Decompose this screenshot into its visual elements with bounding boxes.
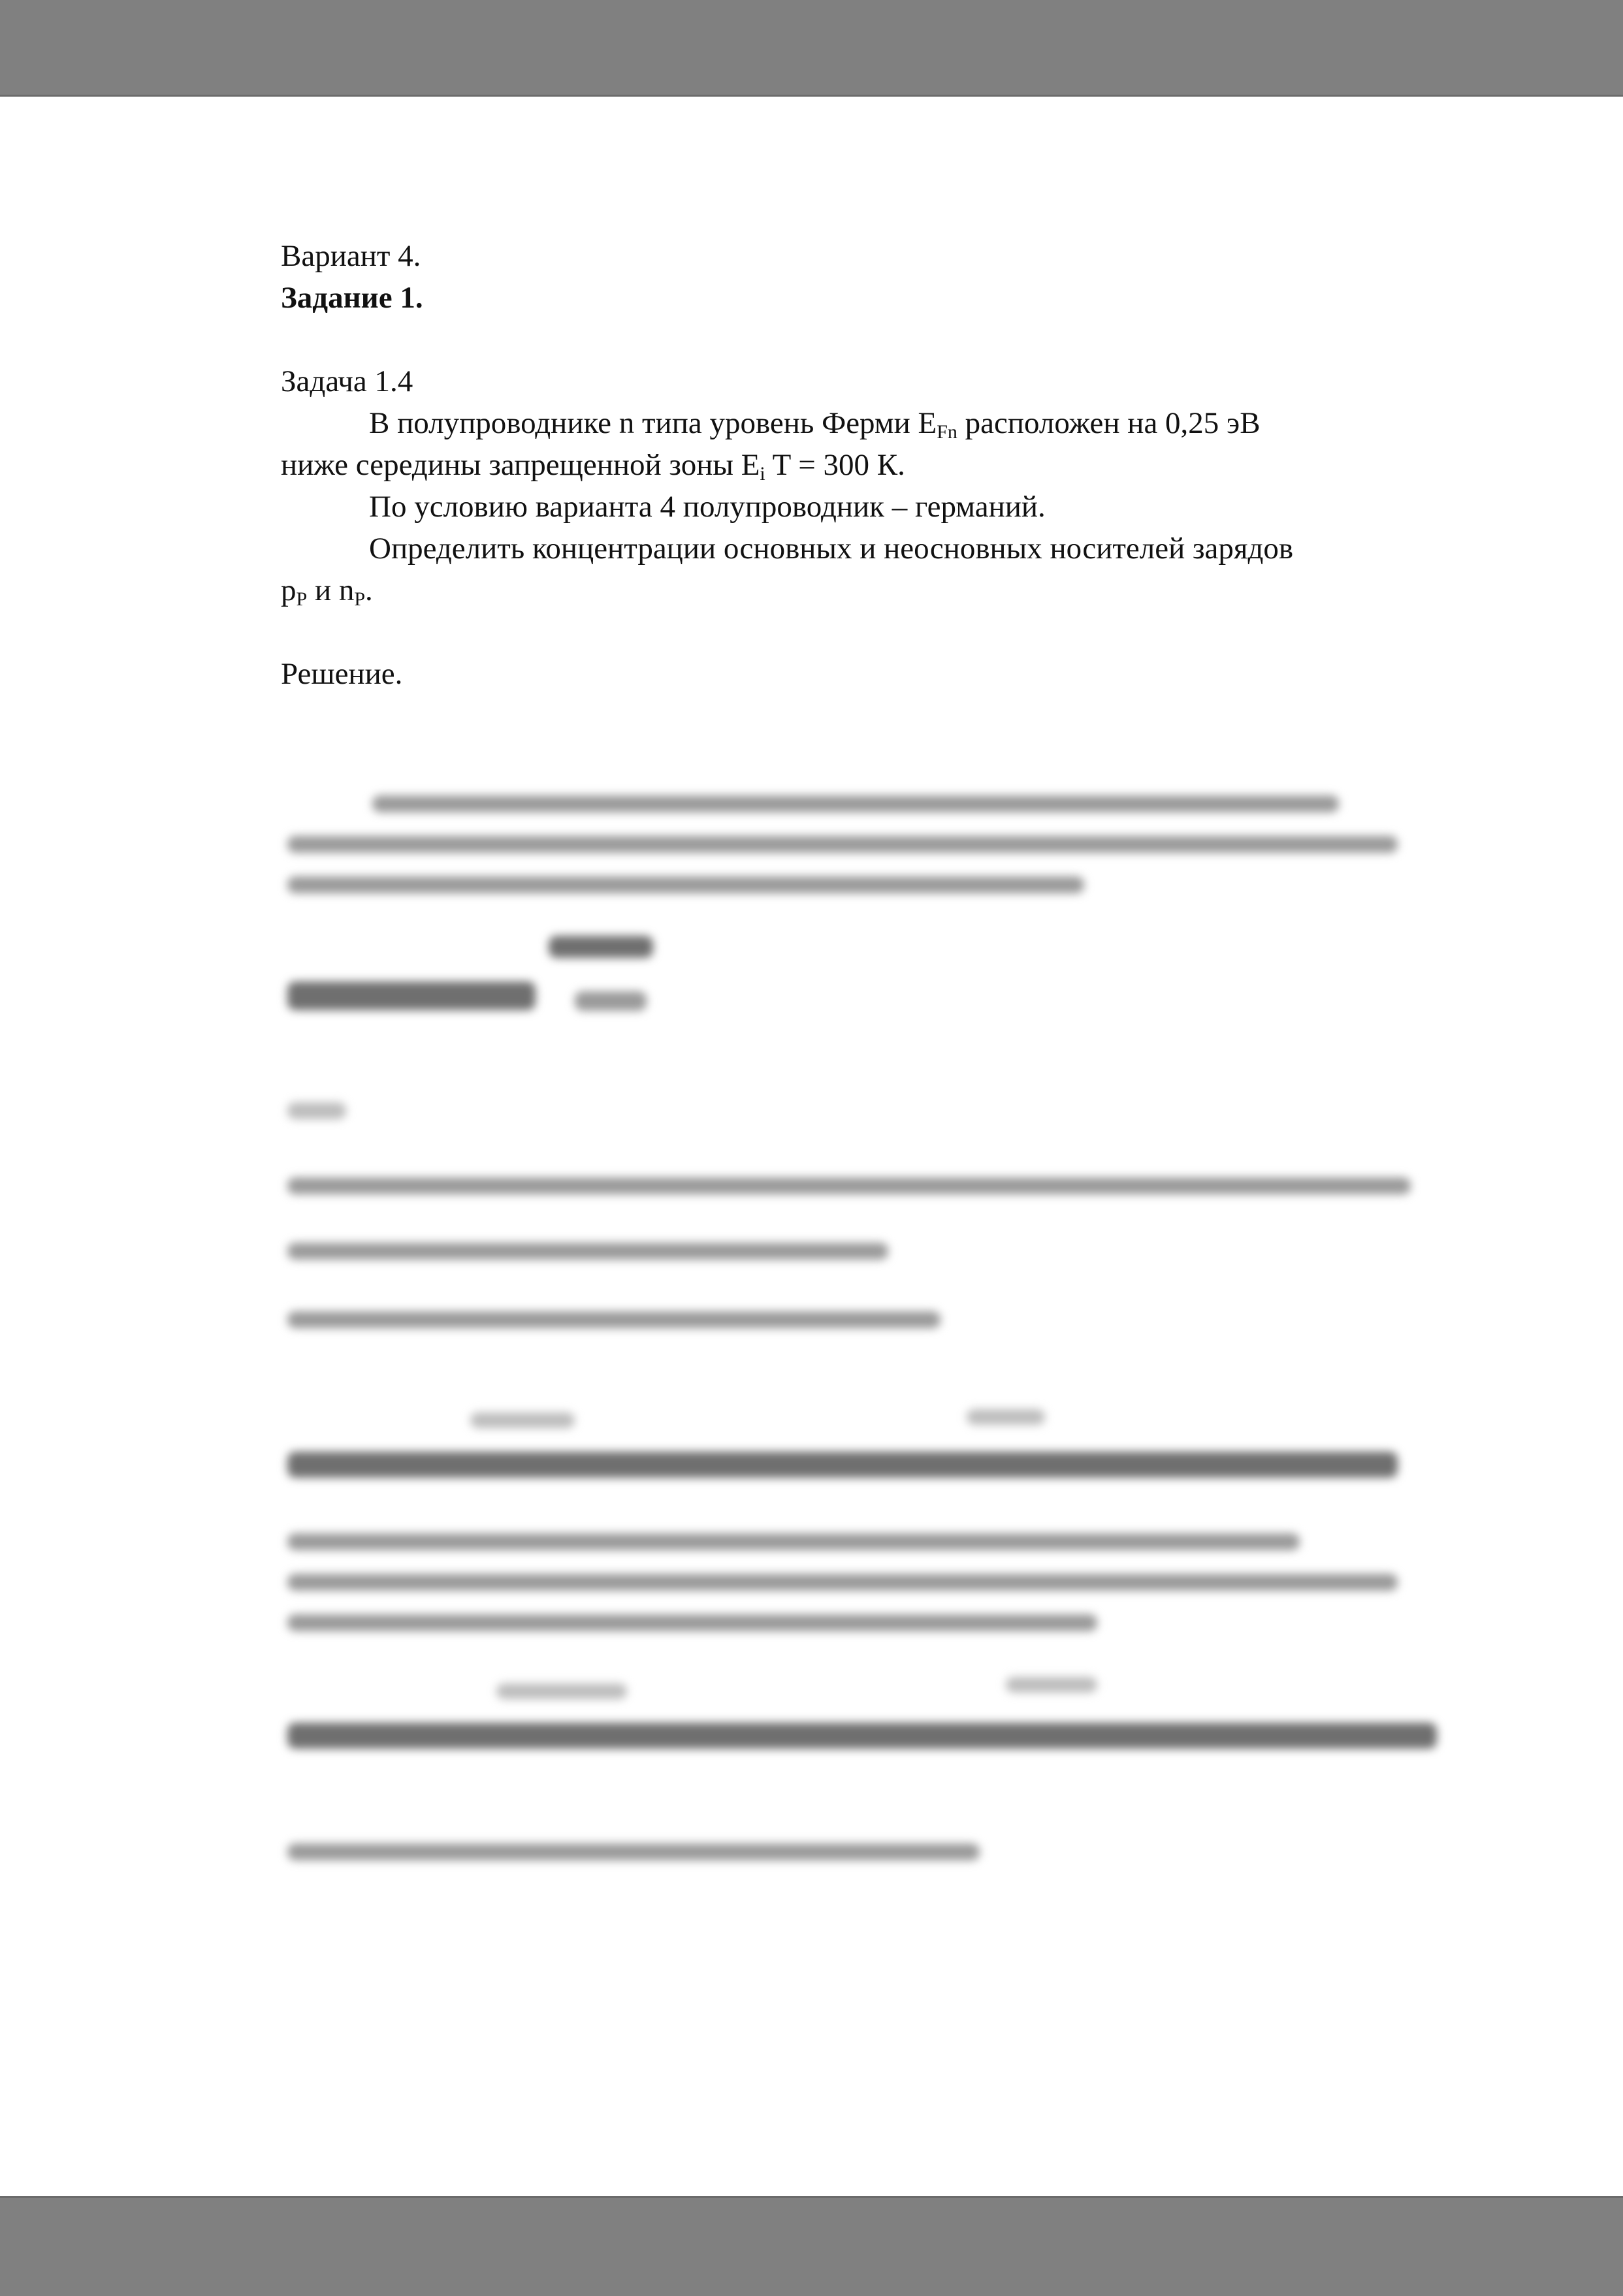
- paragraph-1-text-c: ниже середины запрещенной зоны E: [281, 448, 760, 482]
- paragraph-1-text-d: T = 300 К.: [765, 448, 905, 482]
- task-heading: Задание 1.: [281, 281, 423, 315]
- problem-number: Задача 1.4: [281, 364, 413, 398]
- p-subscript: P: [296, 588, 308, 610]
- document-content: [281, 235, 1430, 695]
- n-symbol: n: [338, 573, 355, 607]
- intrinsic-level-subscript: i: [760, 463, 765, 485]
- paragraph-1-text-a: В полупроводнике n типа уровень Ферми E: [369, 406, 937, 440]
- fermi-level-subscript: Fn: [937, 421, 957, 443]
- variant-label: Вариант 4.: [281, 239, 421, 273]
- document-page: [0, 97, 1623, 2196]
- viewer-top-bar: [0, 0, 1623, 97]
- paragraph-3-line-2: [281, 569, 1430, 611]
- n-subscript: P: [354, 588, 366, 610]
- paragraph-1-line-1: [281, 402, 1430, 444]
- period: .: [365, 573, 373, 607]
- paragraph-2: По условию варианта 4 полупроводник – германий.: [369, 490, 1046, 524]
- paragraph-1-line-2: [281, 444, 1430, 486]
- and-word: и: [307, 573, 339, 607]
- solution-heading: Решение.: [281, 657, 403, 691]
- p-symbol: p: [281, 573, 297, 607]
- viewer-bottom-bar: [0, 2196, 1623, 2296]
- paragraph-3-line-1: Определить концентрации основных и неосновных носителей зарядов: [369, 532, 1294, 566]
- paragraph-1-text-b: расположен на 0,25 эВ: [957, 406, 1261, 440]
- blurred-solution-region: [274, 684, 1450, 1925]
